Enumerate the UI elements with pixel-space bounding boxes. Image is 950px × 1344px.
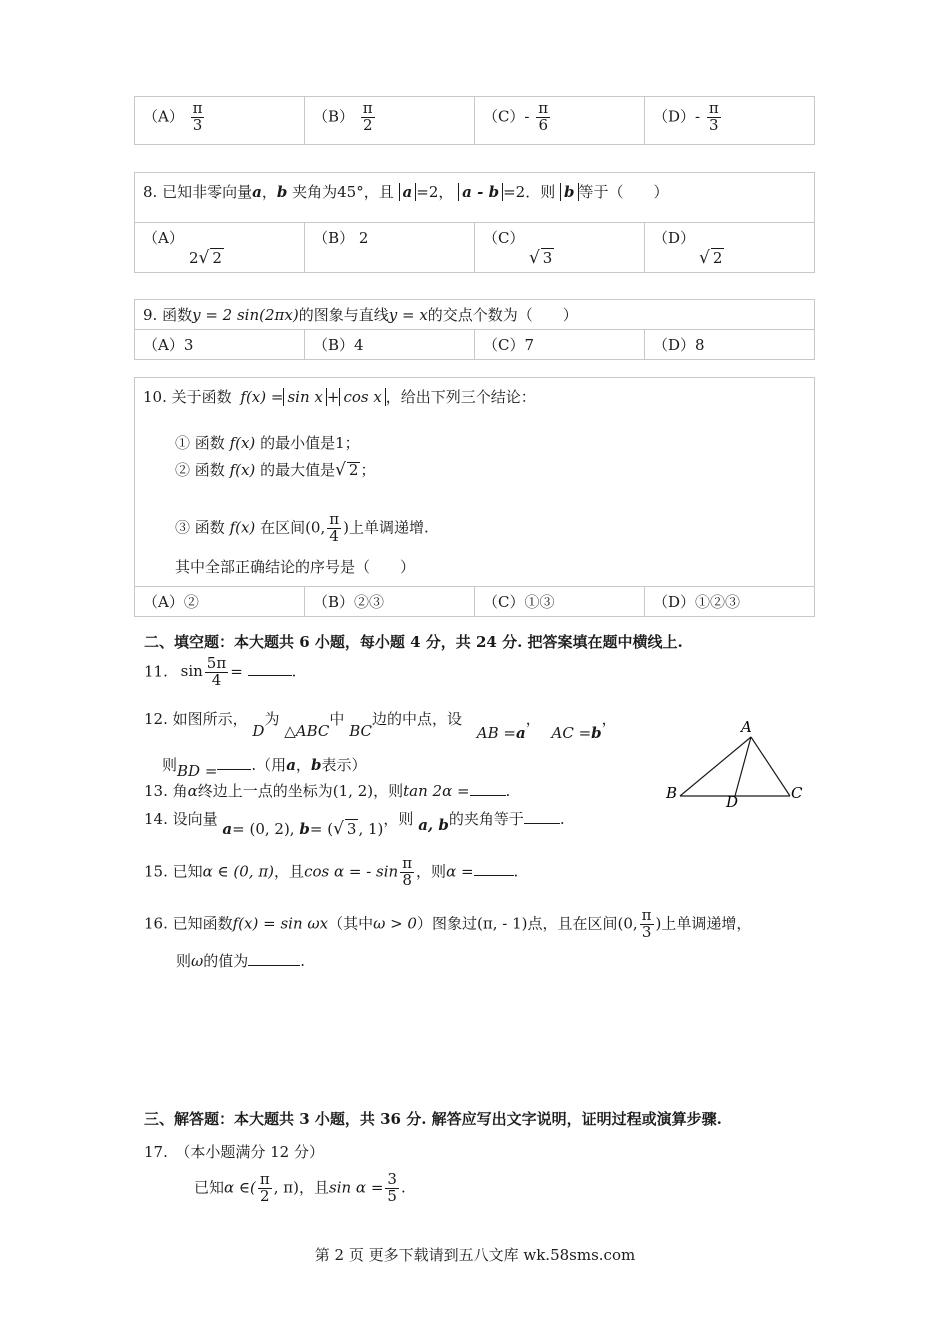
q12-line2: 则BD = .（用a，b表示）: [162, 756, 367, 780]
q9-option-d: （D）8: [644, 330, 814, 360]
q9-option-c: （C）7: [474, 330, 644, 360]
q10-table: [134, 377, 815, 617]
page-footer: 第 2 页 更多下载请到五八文库 wk.58sms.com: [314, 1246, 636, 1264]
section2-heading: 二、填空题：本大题共 6 小题，每小题 4 分，共 24 分. 把答案填在题中横线上.: [144, 633, 683, 651]
q8-option-d: （D） √ 2: [644, 223, 814, 273]
q10-option-b: （B）②③: [304, 587, 474, 617]
q17-title: 17. （本小题满分 12 分）: [144, 1143, 324, 1161]
q16-line1: 16. 已知函数f(x) = sin ωx（其中ω > 0）图象过(π, - 1)点，且在区间(0, $\frac{\pi}{3}$ )上单调递增，: [144, 906, 752, 941]
q10-stem: 10. 关于函数 f(x) = sin x + cos x ，给出下列三个结论： ① 函数 f(x) 的最小值是1； ② 函数 f(x) 的最大值是√ 2 ； ③ 函数 f(x) 在区间(0, $\frac{\pi}{4}$ )上单调递增. 其中全部正确结论的序号是（ ）: [135, 378, 815, 587]
q8-table: [134, 172, 815, 273]
q13: 13. 角α终边上一点的坐标为(1, 2)，则tan 2α = .: [144, 782, 511, 800]
triangle-side-ab: [680, 737, 751, 796]
triangle-median-ad: [735, 737, 751, 796]
q9-option-a: （A）3: [135, 330, 305, 360]
q11: 11. sin $\frac{5\pi}{4}$ = .: [144, 654, 297, 689]
section3-heading: 三、解答题：本大题共 3 小题，共 36 分. 解答应写出文字说明，证明过程或演算步骤.: [144, 1110, 722, 1128]
q7-option-d: （D）- $\frac{\pi}{3}$: [644, 97, 814, 145]
q10-option-c: （C）①③: [474, 587, 644, 617]
triangle-side-ac: [751, 737, 790, 796]
point-d-label: D: [726, 793, 739, 811]
q9-table: [134, 299, 815, 360]
vertex-a-label: A: [741, 718, 752, 736]
q7-option-b: （B） $\frac{\pi}{2}$: [304, 97, 474, 145]
vertex-b-label: B: [666, 784, 678, 802]
q9-option-b: （B）4: [304, 330, 474, 360]
q8-option-a: （A） 2√ 2: [135, 223, 305, 273]
q7-option-a: （A） $\frac{\pi}{3}$: [135, 97, 305, 145]
q10-option-d: （D）①②③: [644, 587, 814, 617]
q8-option-c: （C） √ 3: [474, 223, 644, 273]
vertex-c-label: C: [791, 784, 803, 802]
triangle-figure: [660, 714, 810, 814]
q16-line2: 则ω的值为 .: [176, 952, 306, 970]
q8-option-b: （B） 2: [305, 223, 475, 273]
q7-options-table: [134, 96, 815, 145]
q9-stem: 9. 函数y = 2 sin(2πx)的图象与直线y = x的交点个数为（ ）: [135, 300, 815, 330]
q10-option-a: （A）②: [135, 587, 305, 617]
q15: 15. 已知α ∈ (0, π)，且cos α = - sin $\frac{\pi}{8}$ ，则α = .: [144, 854, 519, 889]
q14: 14. 设向量 a= (0, 2), b= (√ 3 , 1)，则 a, b的夹角等于 .: [144, 810, 565, 839]
q12-line1: 12. 如图所示， D为 △ABC中 BC边的中点，设 AB =a， AC =b，: [144, 710, 617, 742]
q8-stem: 8. 已知非零向量a，b 夹角为45°，且 a =2， a - b =2．则 b 等于（ ）: [135, 173, 815, 223]
q7-option-c: （C）- $\frac{\pi}{6}$: [474, 97, 644, 145]
q17-stem: 已知α ∈( $\frac{\pi}{2}$ , π)，且sin α = $\frac{3}{5}$ .: [194, 1170, 406, 1205]
